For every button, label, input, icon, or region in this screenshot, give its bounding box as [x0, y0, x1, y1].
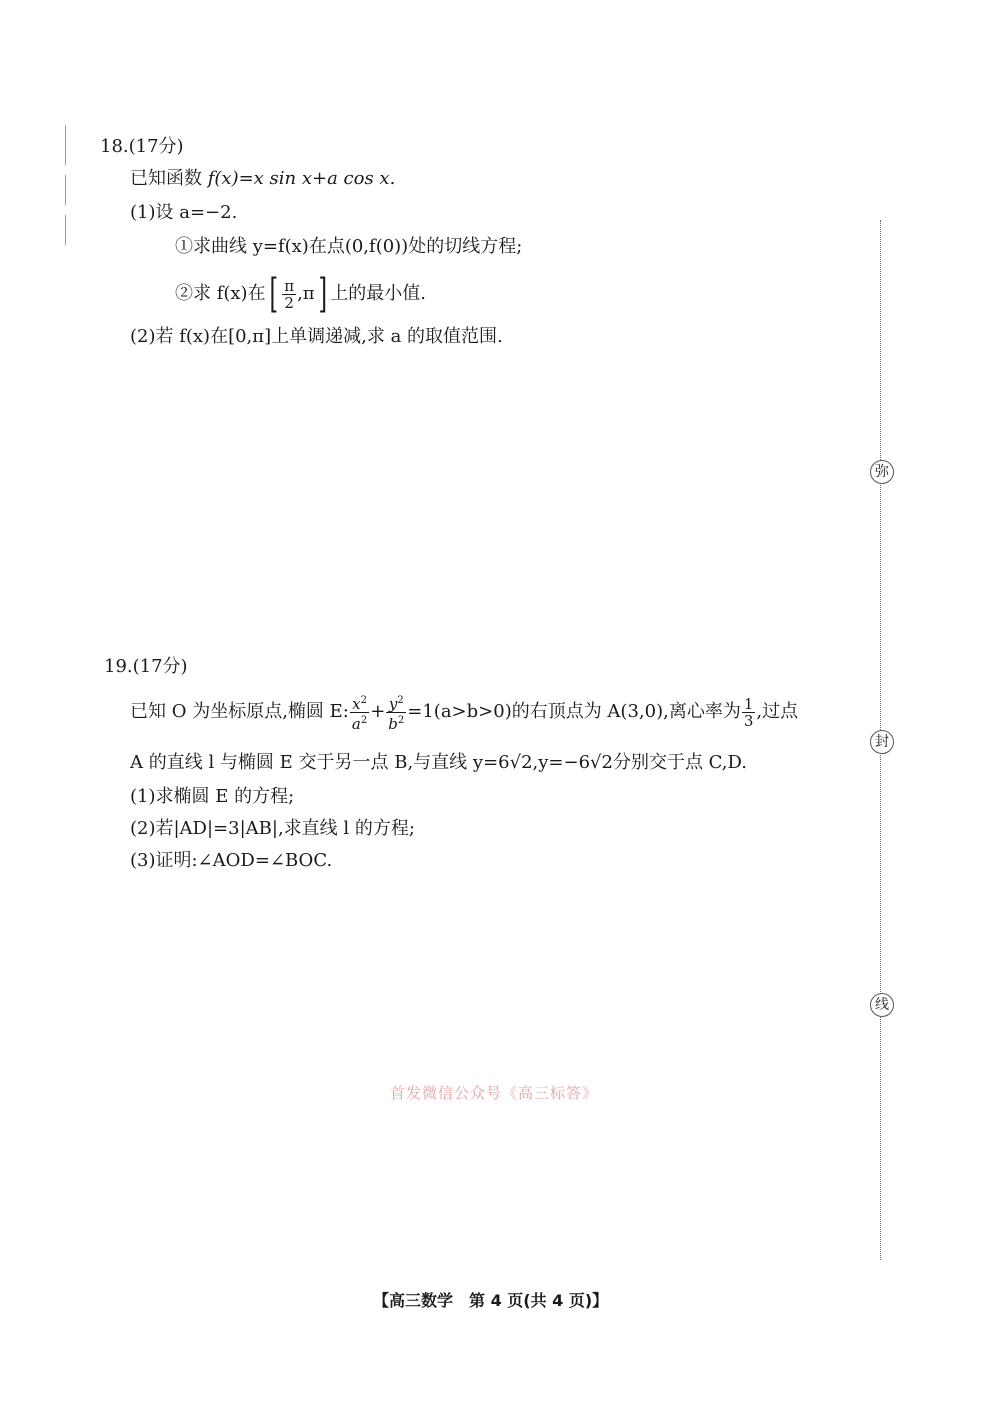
- q19-part2: (2)若|AD|=3|AB|,求直线 l 的方程;: [130, 818, 415, 839]
- q19-line2: A 的直线 l 与椭圆 E 交于另一点 B,与直线 y=6√2,y=−6√2分别交于点 C,D.: [130, 752, 748, 773]
- q18-intro-text: 已知函数: [130, 168, 208, 189]
- one-third-fraction: [742, 696, 756, 729]
- q18-part1-2: [175, 272, 426, 316]
- x2-over-a2-fraction: [350, 693, 369, 732]
- left-bracket: [: [269, 271, 278, 317]
- q19-line1-equation: =1(a>b>0)的右顶点为 A(3,0),离心率为: [407, 701, 741, 722]
- seal-char-feng: 封: [870, 730, 894, 754]
- page-footer: 【高三数学 第 4 页(共 4 页)】: [373, 1291, 609, 1310]
- q19-part3: (3)证明:∠AOD=∠BOC.: [130, 850, 333, 871]
- q18-part2: (2)若 f(x)在[0,π]上单调递减,求 a 的取值范围.: [130, 326, 503, 347]
- fraction-denominator: 2: [284, 293, 294, 312]
- seal-char-mi: 弥: [870, 460, 894, 484]
- q18-intro: [130, 168, 395, 190]
- fraction-denominator: $a^2$: [351, 714, 368, 733]
- fraction-denominator: $b^2$: [388, 714, 405, 733]
- q19-line1-pre: 已知 O 为坐标原点,椭圆 E:: [130, 701, 349, 722]
- plus-sign: +: [370, 701, 386, 722]
- q18-header: 18.(17分): [100, 136, 184, 157]
- q19-line1: [130, 690, 798, 734]
- y2-over-b2-fraction: [386, 693, 406, 732]
- q18-part1: (1)设 a=−2.: [130, 202, 238, 223]
- fraction-numerator: π: [284, 276, 295, 295]
- q19-part1: (1)求椭圆 E 的方程;: [130, 786, 295, 807]
- left-margin-mark: [65, 175, 66, 205]
- q18-function: f(x)=x sin x+a cos x.: [207, 168, 396, 189]
- fraction-numerator: 1: [743, 694, 754, 713]
- fraction-numerator: $y^2$: [386, 693, 406, 713]
- q18-part1-2-post: 上的最小值.: [330, 283, 426, 304]
- left-margin-mark: [65, 125, 66, 165]
- q19-line1-post: ,过点: [756, 701, 799, 722]
- watermark-text: 首发微信公众号《高三标答》: [390, 1084, 599, 1102]
- pi-over-2-fraction: [282, 278, 296, 311]
- left-margin-mark: [65, 215, 66, 245]
- seal-char-xian: 线: [870, 993, 894, 1017]
- right-bracket: ]: [318, 271, 327, 317]
- q18-part1-1: ①求曲线 y=f(x)在点(0,f(0))处的切线方程;: [175, 236, 523, 257]
- q18-part1-2-mid: ,π: [297, 283, 315, 304]
- fraction-denominator: 3: [743, 711, 754, 730]
- fraction-numerator: $x^2$: [350, 693, 369, 713]
- q19-header: 19.(17分): [104, 656, 188, 677]
- q18-part1-2-pre: ②求 f(x)在: [175, 283, 266, 304]
